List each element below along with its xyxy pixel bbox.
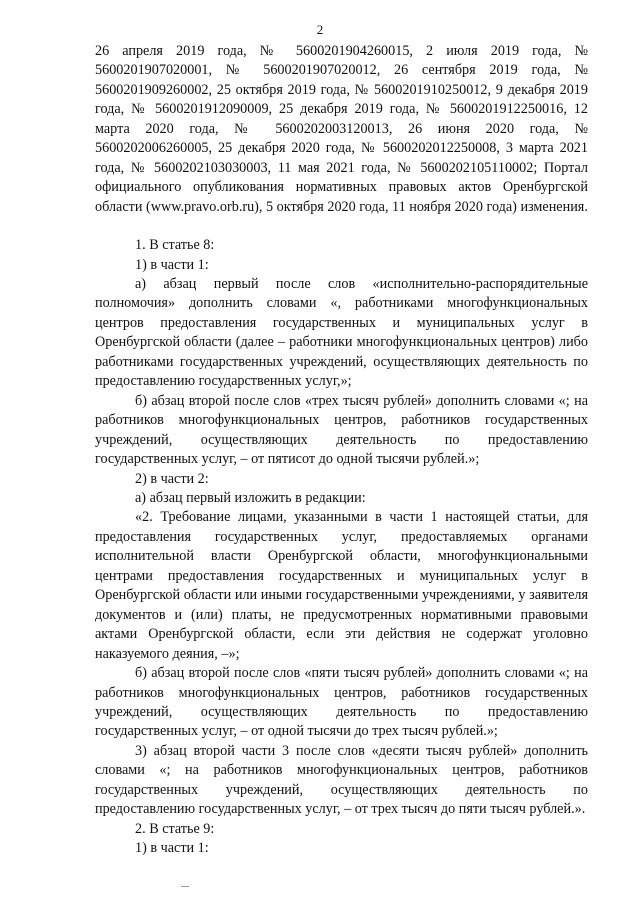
paragraph-spacer xyxy=(95,217,588,236)
paragraph-article-9-heading: 2. В статье 9: xyxy=(135,820,215,837)
paragraph-part-2-heading: 2) в части 2: xyxy=(135,470,209,487)
scan-mark xyxy=(181,886,189,887)
paragraph-item-b-part-2: б) абзац второй после слов «пяти тысяч рублей» дополнить словами «; на работников многофункциональных центров, работников государственных учреждений, осуществляющих деятельность по предоставлению государственных услуг, – от одной тысячи до трех тысяч рублей.»; xyxy=(95,665,588,740)
paragraph-item-a-part-2: а) абзац первый изложить в редакции: xyxy=(135,489,366,506)
paragraph-part-1-heading: 1) в части 1: xyxy=(135,256,209,273)
page-number: 2 xyxy=(316,22,324,37)
document-body xyxy=(95,42,588,859)
paragraph-article-8-heading: 1. В статье 8: xyxy=(135,237,215,254)
paragraph-part-3: 3) абзац второй части 3 после слов «десяти тысяч рублей» дополнить словами «; на работников многофункциональных центров, работников государственных учреждений, осуществляющих деятельность по предоставлению государственных услуг, – от трех тысяч до пяти тысяч рублей.». xyxy=(95,742,588,818)
paragraph-article-9-part-1: 1) в части 1: xyxy=(135,840,209,857)
paragraph-item-b-part-1: б) абзац второй после слов «трех тысяч рублей» дополнить словами «; на работников многофункциональных центров, работников государственных учреждений, осуществляющих деятельность по предоставлению государственных услуг, – от пятисот до одной тысячи рублей.»; xyxy=(95,392,588,468)
paragraph-amendment-sources: 26 апреля 2019 года, № 5600201904260015, 2 июля 2019 года, № 5600201907020001, № 5600201907020012, 26 сентября 2019 года, № 5600201909260002, 25 октября 2019 года, № 5600201910250012, 9 декабря 2019 года, № 5600201912090009, 25 декабря 2019 года, № 5600201912250016, 12 марта 2020 года, № 5600202003120013, 26 июня 2020 года, № 5600202006260005, 25 декабря 2020 года, № 5600202012250008, 3 марта 2021 года, № 5600202103030003, 11 мая 2021 года, № 5600202105110002; Портал официального опубликования нормативных правовых актов Оренбургской области (www.pravo.orb.ru), 5 октября 2020 года, 11 ноября 2020 года) изменения. xyxy=(95,43,588,215)
paragraph-item-a-part-1: а) абзац первый после слов «исполнительно-распорядительные полномочия» дополнить словами «, работниками многофункциональных центров предоставления государственных и муниципальных услуг в Оренбургской области (далее – работники многофункциональных центров) либо работниками государственных учреждений, осуществляющих деятельность по предоставлению государственных услуг,»; xyxy=(95,275,588,390)
paragraph-new-wording: «2. Требование лицами, указанными в части 1 настоящей статьи, для предоставления государственных услуг, предоставляемых органами исполнительной власти Оренбургской области, многофункциональными центрами предоставления государственных и муниципальных услуг в Оренбургской области или иными государственными учреждениями, у заявителя документов и (или) платы, не предусмотренных нормативными правовыми актами Оренбургской области, если эти действия не содержат уголовно наказуемого деяния, –»; xyxy=(95,509,588,662)
